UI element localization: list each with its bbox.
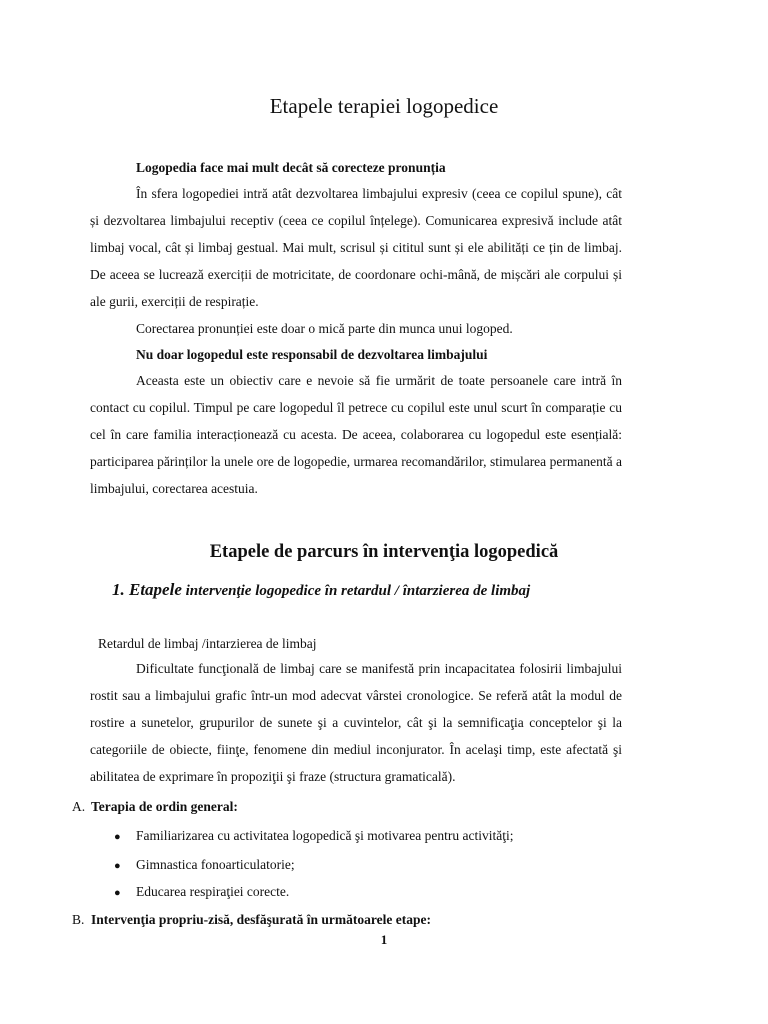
subheading-responsabil: Nu doar logopedul este responsabil de dezvoltarea limbajului [136,347,488,362]
label-retardul: Retardul de limbaj /intarzierea de limbaj [98,636,317,651]
list-label-b: B. [72,912,85,927]
bullet-item [114,884,289,900]
paragraph-obiectiv: Aceasta este un obiectiv care e nevoie să fie urmărit de toate persoanele care intră în contact cu copilul. Timpul pe care logopedul îl petrece cu copilul este unul scurt în comparație cu cel în care familia interacționează cu acesta. De aceea, colaborarea cu logopedul este esențială: participarea părinților la unele ore de logopedie, urmarea recomandărilor, stimularea permanentă a limbajului, corectarea acestuia. [90,373,622,496]
page-number: 1 [380,932,388,947]
subheading-pronuntie: Logopedia face mai mult decât să corecteze pronunția [136,160,446,175]
bullet-icon: ● [114,860,121,872]
bullet-text: Educarea respiraţiei corecte. [136,884,290,899]
list-label-a: A. [72,799,86,814]
list-item-b [72,912,431,928]
bullet-icon: ● [114,887,121,899]
bullet-text: Familiarizarea cu activitatea logopedică şi motivarea pentru activităţi; [136,828,514,843]
list-text-a: Terapia de ordin general: [91,799,238,814]
bullet-icon: ● [114,831,121,843]
section-heading-etapele: Etapele de parcurs în intervenţia logopedică [209,542,559,562]
list-text-b: Intervenţia propriu-zisă, desfăşurată în următoarele etape: [91,912,431,927]
bullet-item [114,857,295,873]
paragraph-dificultate: Dificultate funcţională de limbaj care se manifestă prin incapacitatea folosirii limbajului rostit sau a limbajului grafic într-un mod adecvat vârstei cronologice. Se referă atât la modul de rostire a sunetelor, grupurilor de sunete şi a cuvintelor, cât şi la semnificaţia conceptelor şi la categoriile de obiecte, fiinţe, fenomene din mediul inconjurator. În acelaşi timp, este afectată şi abilitatea de exprimare în propoziţii şi fraze (structura gramaticală). [90,661,622,784]
note-corectarea: Corectarea pronunției este doar o mică parte din munca unui logoped. [136,321,513,336]
subsection-heading-lead: 1. Etapele [112,580,182,599]
page-title: Etapele terapiei logopedice [269,94,499,118]
bullet-item [114,828,513,844]
paragraph-logopedie: În sfera logopediei intră atât dezvoltarea limbajului expresiv (ceea ce copilul spune), cât și dezvoltarea limbajului receptiv (ceea ce copilul înțelege). Comunicarea expresivă include atât limbaj vocal, cât și limbaj gestual. Mai mult, scrisul și cititul sunt și ele abilități ce țin de limbaj. De aceea se lucrează exerciții de motricitate, de coordonare ochi-mână, de mișcări ale corpului și ale gurii, exerciții de respirație. [90,186,622,309]
list-item-a [72,799,238,815]
subsection-heading-1 [112,580,530,600]
subsection-heading-rest: intervenţie logopedice în retardul / întarzierea de limbaj [181,583,531,599]
bullet-text: Gimnastica fonoarticulatorie; [136,857,295,872]
